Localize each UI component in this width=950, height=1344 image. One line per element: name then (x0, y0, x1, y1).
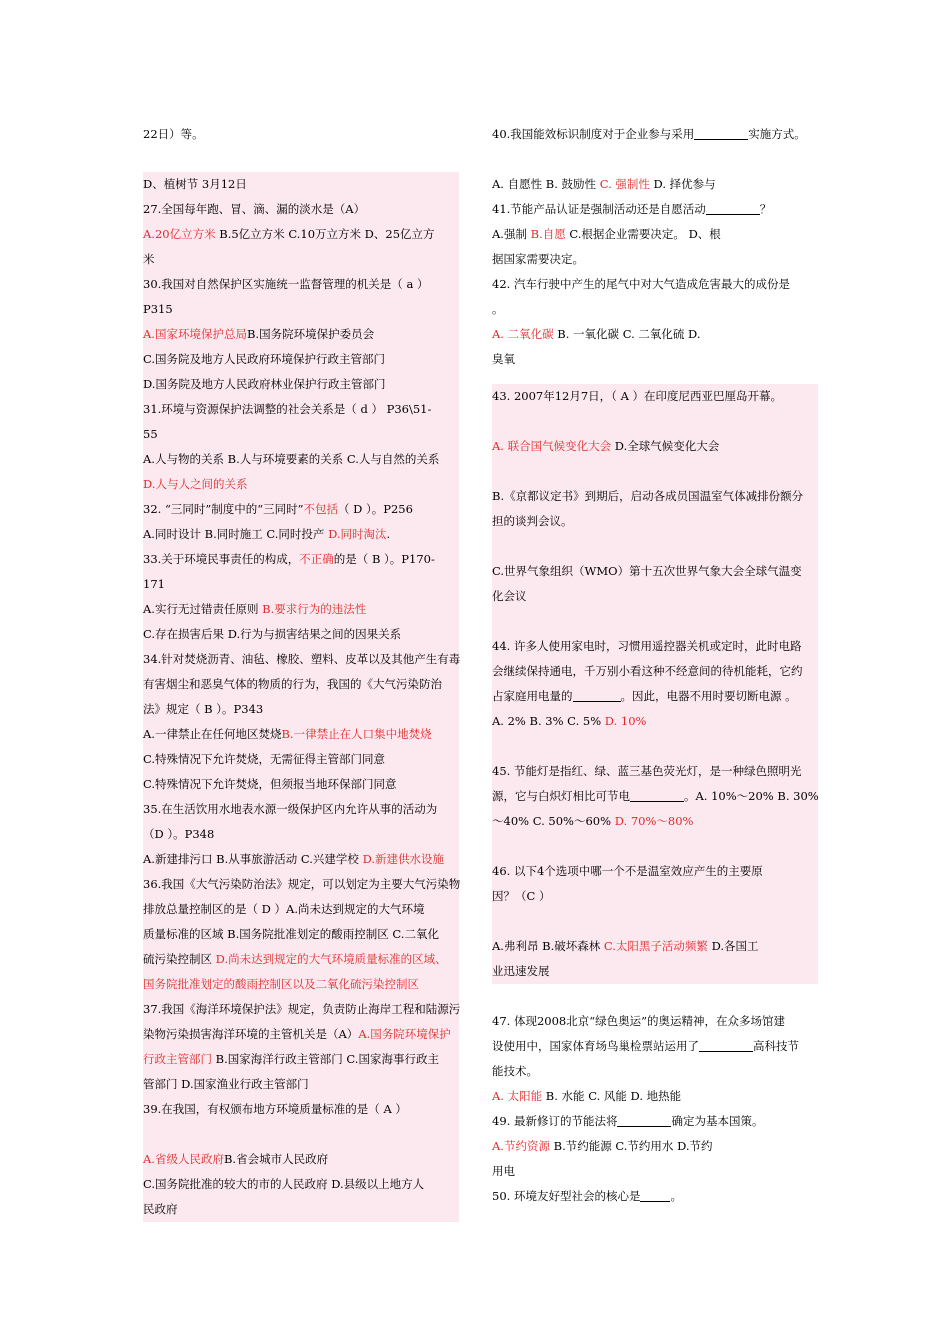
blank-line (492, 409, 818, 434)
text-line (492, 272, 818, 297)
text-line (492, 1059, 818, 1084)
text-segment: D.国务院及地方人民政府林业保护行政主管部门 (143, 377, 386, 391)
text-segment: 45. 节能灯是指红、绿、蓝三基色荧光灯，是一种绿色照明光 (492, 764, 802, 778)
fill-in-blank (617, 1113, 671, 1127)
text-segment: D.各国工 (707, 939, 759, 953)
text-line (492, 659, 818, 684)
text-line (143, 772, 459, 797)
text-line (143, 1047, 459, 1072)
text-segment: 担的谈判会议。 (492, 514, 573, 528)
text-line (492, 122, 818, 147)
text-line (143, 272, 459, 297)
blank-line (492, 734, 818, 759)
text-segment: 33.关于环境民事责任的构成， (143, 552, 300, 566)
answer-highlight: B.一律禁止在人口集中地焚烧 (281, 727, 432, 741)
text-line (143, 197, 459, 222)
text-segment: （ D ）。P256 (337, 502, 413, 516)
text-segment: C.存在损害后果 D.行为与损害结果之间的因果关系 (143, 627, 402, 641)
text-segment: 据国家需要决定。 (492, 252, 584, 266)
text-segment: C.国务院及地方人民政府环境保护行政主管部门 (143, 352, 386, 366)
spacer (492, 147, 818, 172)
text-line (492, 759, 818, 784)
text-segment: A.新建排污口 B.从事旅游活动 C.兴建学校 (143, 852, 363, 866)
text-segment: 22日）等。 (143, 127, 204, 141)
blank-line (492, 834, 818, 859)
text-line (492, 434, 818, 459)
text-line (143, 297, 459, 322)
text-segment: B. 一氧化碳 C. 二氧化硫 D. (553, 327, 701, 341)
text-line (143, 347, 459, 372)
answer-highlight: A. 二氧化碳 (492, 327, 554, 341)
text-segment: D.全球气候变化大会 (611, 439, 720, 453)
text-line (492, 172, 818, 197)
text-segment: 46. 以下4个选项中哪一个不是温室效应产生的主要原 (492, 864, 763, 878)
text-segment: A.弗利昂 B.破坏森林 (492, 939, 604, 953)
text-segment: 实施方式。 (748, 127, 806, 141)
text-segment: 能技术。 (492, 1064, 538, 1078)
text-segment: 高科技节 (753, 1039, 799, 1053)
text-line (492, 809, 818, 834)
text-line (492, 222, 818, 247)
text-segment: 的是（ B ）。P170- (333, 552, 435, 566)
text-segment: 39.在我国，有权颁布地方环境质量标准的是（ A ） (143, 1102, 407, 1116)
fill-in-blank (573, 688, 621, 702)
text-segment: 32. “三同时”制度中的“三同时” (143, 502, 304, 516)
answer-highlight: C. 强制性 (599, 177, 650, 191)
answer-highlight: D.新建供水设施 (362, 852, 445, 866)
text-line (492, 1084, 818, 1109)
spacer (492, 984, 818, 1009)
text-segment: 36.我国《大气污染防治法》规定，可以划定为主要大气污染物 (143, 877, 461, 891)
text-line (143, 722, 459, 747)
text-line (143, 122, 459, 147)
text-segment: C.世界气象组织（WMO）第十五次世界气象大会全球气温变 (492, 564, 802, 578)
text-line (143, 922, 459, 947)
answer-highlight: D.尚未达到规定的大气环境质量标准的区域、 (215, 952, 447, 966)
text-segment: D. 择优参与 (649, 177, 716, 191)
text-segment: 会继续保持通电，千万别小看这种不经意间的待机能耗，它约 (492, 664, 803, 678)
text-segment: D、植树节 3月12日 (143, 177, 247, 191)
text-line (492, 297, 818, 322)
answer-highlight: B.自愿 (530, 227, 566, 241)
blank-line (492, 534, 818, 559)
answer-highlight: A. 太阳能 (492, 1089, 543, 1103)
answer-highlight: A.国务院环境保护 (358, 1027, 451, 1041)
text-segment: 法》规定（ B ）。P343 (143, 702, 264, 716)
text-line (492, 197, 818, 222)
text-segment: B.国家海洋行政主管部门 C.国家海事行政主 (212, 1052, 439, 1066)
text-segment: 占家庭用电量的 (492, 689, 573, 703)
text-segment: 有害烟尘和恶臭气体的物质的行为，我国的《大气污染防治 (143, 677, 442, 691)
text-segment: 。A. 10%～20% B. 30% (684, 789, 819, 803)
fill-in-blank (640, 1188, 670, 1202)
text-line (143, 472, 459, 497)
text-segment: 米 (143, 252, 155, 266)
answer-highlight: A.20亿立方米 (143, 227, 216, 241)
text-line (143, 222, 459, 247)
text-line (143, 622, 459, 647)
text-segment: A. 自愿性 B. 鼓励性 (492, 177, 600, 191)
text-segment: A.人与物的关系 B.人与环境要素的关系 C.人与自然的关系 (143, 452, 440, 466)
text-line (143, 822, 459, 847)
text-segment: C.特殊情况下允许焚烧，无需征得主管部门同意 (143, 752, 386, 766)
text-line (492, 484, 818, 509)
text-line (492, 884, 818, 909)
answer-highlight: 不正确 (299, 552, 334, 566)
text-line (143, 597, 459, 622)
answer-highlight: D. 10% (604, 714, 647, 728)
text-segment: C.根据企业需要决定。 D、根 (565, 227, 721, 241)
fill-in-blank (630, 788, 684, 802)
text-line (143, 322, 459, 347)
text-segment: 50. 环境友好型社会的核心是 (492, 1189, 641, 1203)
answer-highlight: C.太阳黑子活动频繁 (603, 939, 708, 953)
text-segment: 化会议 (492, 589, 527, 603)
text-segment: 171 (143, 577, 165, 591)
blank-line (492, 609, 818, 634)
answer-highlight: D.同时淘汰 (328, 527, 387, 541)
right-column (492, 122, 818, 1209)
text-segment: . (386, 527, 391, 541)
text-segment: ？ (759, 202, 772, 216)
text-line (143, 572, 459, 597)
text-segment: A. 2% B. 3% C. 5% (492, 714, 605, 728)
text-line (492, 322, 818, 347)
text-line (492, 384, 818, 409)
text-segment: B.《京都议定书》到期后，启动各成员国温室气体减排份额分 (492, 489, 804, 503)
text-segment: 49. 最新修订的节能法将 (492, 1114, 618, 1128)
text-line (492, 1184, 818, 1209)
text-segment: A.实行无过错责任原则 (143, 602, 263, 616)
fill-in-blank (694, 126, 748, 140)
text-line (143, 1197, 459, 1222)
text-segment: 源，它与白炽灯相比可节电 (492, 789, 630, 803)
text-line (492, 347, 818, 372)
text-segment: B.省会城市人民政府 (223, 1152, 329, 1166)
text-segment: 因？（C ） (492, 889, 551, 903)
answer-highlight: A.国家环境保护总局 (143, 327, 247, 341)
answer-highlight: A.节约资源 (492, 1139, 550, 1153)
text-line (492, 959, 818, 984)
text-segment: 排放总量控制区的是（ D ）A.尚未达到规定的大气环境 (143, 902, 425, 916)
left-column (143, 122, 459, 1222)
text-line (143, 397, 459, 422)
text-segment: 34.针对焚烧沥青、油毡、橡胶、塑料、皮革以及其他产生有毒 (143, 652, 461, 666)
spacer (492, 372, 818, 384)
text-segment: B.国务院环境保护委员会 (246, 327, 375, 341)
text-segment: 30.我国对自然保护区实施统一监督管理的机关是（ a ） (143, 277, 429, 291)
text-line (143, 547, 459, 572)
answer-highlight: D.人与人之间的关系 (143, 477, 248, 491)
text-line (143, 172, 459, 197)
text-line (143, 797, 459, 822)
text-line (492, 784, 818, 809)
text-segment: 民政府 (143, 1202, 178, 1216)
text-line (143, 422, 459, 447)
text-line (492, 634, 818, 659)
text-segment: B.节约能源 C.节约用水 D.节约 (549, 1139, 713, 1153)
fill-in-blank (706, 201, 760, 215)
text-line (143, 972, 459, 997)
text-segment: 设使用中，国家体育场鸟巢检票站运用了 (492, 1039, 699, 1053)
text-line (492, 684, 818, 709)
text-line (143, 997, 459, 1022)
answer-highlight: D. 70%～80% (614, 814, 694, 828)
text-segment: 47. 体现2008北京“绿色奥运”的奥运精神，在众多场馆建 (492, 1014, 785, 1028)
text-line (143, 672, 459, 697)
text-line (143, 1022, 459, 1047)
text-line (492, 859, 818, 884)
text-segment: A.一律禁止在任何地区焚烧 (143, 727, 282, 741)
text-line (143, 247, 459, 272)
answer-highlight: B.要求行为的违法性 (262, 602, 367, 616)
text-segment: C.特殊情况下允许焚烧，但须报当地环保部门同意 (143, 777, 397, 791)
text-line (143, 647, 459, 672)
text-line (492, 1009, 818, 1034)
text-line (143, 747, 459, 772)
text-line (143, 372, 459, 397)
text-line (143, 1072, 459, 1097)
text-line (492, 559, 818, 584)
text-segment: 35.在生活饮用水地表水源一级保护区内允许从事的活动为 (143, 802, 438, 816)
text-segment: P315 (143, 302, 173, 316)
text-segment: B. 水能 C. 风能 D. 地热能 (542, 1089, 682, 1103)
text-segment: A.同时设计 B.同时施工 C.同时投产 (143, 527, 329, 541)
text-segment: 40.我国能效标识制度对于企业参与采用 (492, 127, 695, 141)
text-line (492, 1034, 818, 1059)
text-segment: 硫污染控制区 (143, 952, 216, 966)
text-segment: 37.我国《海洋环境保护法》规定，负责防止海岸工程和陆源污 (143, 1002, 461, 1016)
text-segment: C.国务院批准的较大的市的人民政府 D.县级以上地方人 (143, 1177, 425, 1191)
text-segment: 31.环境与资源保护法调整的社会关系是（ d ） P36\51- (143, 402, 432, 416)
text-segment: 质量标准的区域 B.国务院批准划定的酸雨控制区 C.二氧化 (143, 927, 439, 941)
text-segment: 业迅速发展 (492, 964, 550, 978)
blank-line (143, 1122, 459, 1147)
text-segment: 55 (143, 427, 158, 441)
text-segment: 。 (492, 302, 504, 316)
text-line (492, 247, 818, 272)
answer-highlight: A.省级人民政府 (143, 1152, 224, 1166)
text-line (143, 1097, 459, 1122)
text-segment: 44. 许多人使用家电时，习惯用遥控器关机或定时，此时电路 (492, 639, 802, 653)
text-segment: 41.节能产品认证是强制活动还是自愿活动 (492, 202, 706, 216)
text-line (492, 509, 818, 534)
text-segment: ～40% C. 50%～60% (492, 814, 615, 828)
text-segment: 。 (670, 1189, 682, 1203)
answer-highlight: 行政主管部门 (143, 1052, 212, 1066)
text-line (492, 584, 818, 609)
text-line (492, 1109, 818, 1134)
text-segment: 确定为基本国策。 (671, 1114, 764, 1128)
text-line (492, 709, 818, 734)
text-segment: （D ）。P348 (143, 827, 215, 841)
text-segment: 用电 (492, 1164, 515, 1178)
text-line (143, 1172, 459, 1197)
text-line (492, 1134, 818, 1159)
text-line (143, 697, 459, 722)
text-segment: 臭氧 (492, 352, 515, 366)
text-line (492, 934, 818, 959)
text-line (143, 447, 459, 472)
blank-line (492, 909, 818, 934)
answer-highlight: 国务院批准划定的酸雨控制区以及二氧化硫污染控制区 (143, 977, 419, 991)
text-line (143, 847, 459, 872)
text-segment: B.5亿立方米 C.10万立方米 D、25亿立方 (215, 227, 435, 241)
text-segment: 。因此，电器不用时要切断电源 。 (620, 689, 797, 703)
text-line (143, 522, 459, 547)
answer-highlight: A. 联合国气候变化大会 (492, 439, 612, 453)
text-segment: 43. 2007年12月7日，（ A ）在印度尼西亚巴厘岛开幕。 (492, 389, 783, 403)
text-segment: 染物污染损害海洋环境的主管机关是（A） (143, 1027, 359, 1041)
text-segment: 管部门 D.国家渔业行政主管部门 (143, 1077, 309, 1091)
text-line (143, 1147, 459, 1172)
text-line (143, 947, 459, 972)
answer-highlight: 不包括 (303, 502, 338, 516)
text-segment: A.强制 (492, 227, 531, 241)
text-line (143, 897, 459, 922)
fill-in-blank (699, 1038, 753, 1052)
text-line (492, 1159, 818, 1184)
text-line (143, 872, 459, 897)
text-segment: 27.全国每年跑、冒、滴、漏的淡水是（A） (143, 202, 366, 216)
text-segment: 42. 汽车行驶中产生的尾气中对大气造成危害最大的成份是 (492, 277, 790, 291)
text-line (143, 497, 459, 522)
blank-line (492, 459, 818, 484)
spacer (143, 147, 459, 172)
